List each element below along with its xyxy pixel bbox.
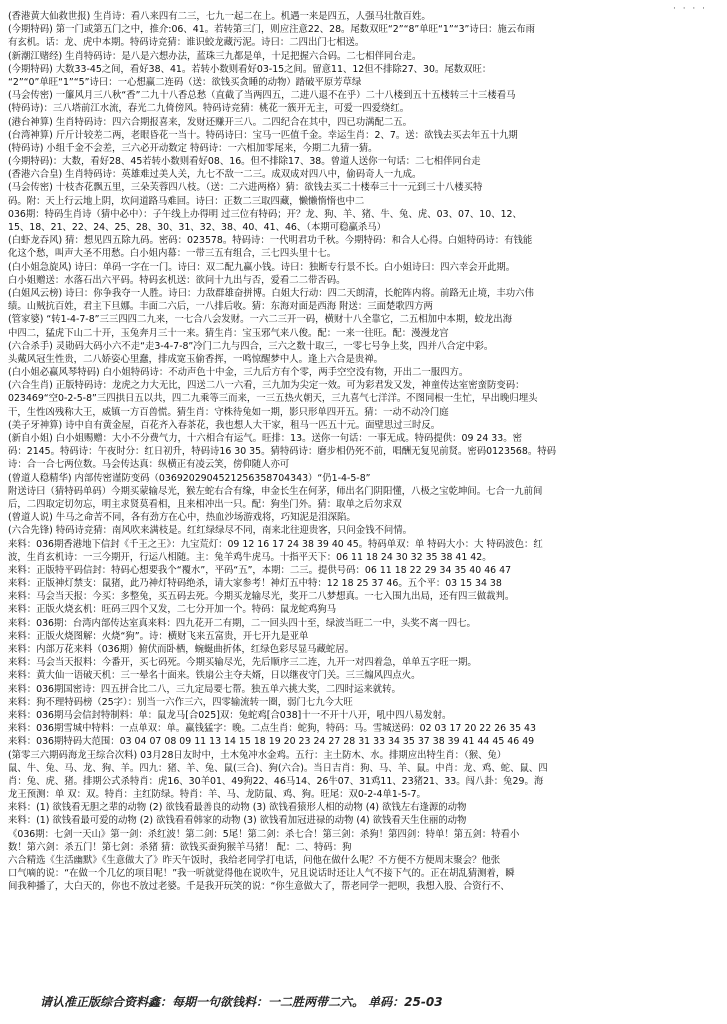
text-line: (香港黄大仙救世报) 生肖诗：看八来四有二三，七九一起二在上。机遇一来是四五，人强马壮散百姓。 — [8, 11, 431, 22]
text-line: (美子牙神算) 诗中自有黄金屋，百花齐入春茶花，我也想人大干家，租马一匹五十元。面壁思过三时反。 — [8, 419, 441, 431]
text-line: 头戴风冠生性贵，二八娇姿心里蠢，排成宽玉偷香挥，一鸣惊醒梦中人。逢上六合是贵禅。 — [8, 353, 384, 365]
text-line: (新自小姐) 白小姐赐赠：大小不分费气力，十六相合有运气。旺排：13。送你一句话：一事无成。特码提供：09 24 33。密 — [8, 433, 522, 444]
text-line: 036期：特码生肖诗（猜中必中）：子午线上办得明 过三位有特码；开？龙、狗、羊、猪、牛、兔、虎、03、07、10、12、 — [8, 208, 522, 220]
text-line: (特码诗) 小组千金不会差，三六必开动数定 特码诗：一六相加零尾来，今期二九猜一猜。 — [8, 142, 378, 154]
text-line: (白小姐急旋风) 诗曰：单码一字在一门。诗曰：双二配九赢小钱。诗曰：独断专行景不长。白小姐诗曰：四六幸会开此期。 — [8, 261, 516, 273]
text-line: 鼠、牛、兔、马、龙、狗、羊。四九：猪、羊、兔、鼠(三合)、狗(六合)。当日吉肖：狗、马、羊、鼠。中肖：龙、鸡、蛇、鼠、四 — [8, 762, 548, 774]
text-line: 来料：马会当天报：今买：多整兔，买五码去死。今期买龙输尽光，奖开二八梦想真。一七入围九出局，还有四三做裁判。 — [8, 591, 515, 603]
text-line: 数！第六剑：杀五门！第七剑：杀猪 猜：欲钱买蚕狗猴羊马猪！ 配：二、特码：狗 — [8, 841, 352, 853]
text-line: 023469“空0-2-5-8”三四拱日五以共，四二九乘等三而来，一三五热火朝天，三九喜气七洋洋。不图同根一生忙，早出晚归埋头 — [8, 393, 538, 405]
corner-dots: · · · · — [672, 4, 707, 14]
text-line: (管家婆) “转1-4-7-8”三三四四二九来，一七合八会发财。一六二三开一码，横财十八全靠它，二五相加中本期，蛟龙出海 — [8, 314, 513, 326]
text-line: 来料：036期国密诗：四五拼合比二八，三九定局要七帮。独五单六挑大奖，二四时运来就转。 — [8, 683, 401, 695]
text-line: 波，生肖玄机诗：一三今期开，行运八相随。主：兔羊鸡牛虎马。十指平天下：06 11 18 24 30 32 35 38 41 42。 — [8, 551, 492, 563]
text-line: 来料：正版特平码信封：特码心想要我个“覆水”，平码“五”，本期：二三。提供号码：06 11 18 22 29 34 35 40 46 47 — [8, 564, 512, 576]
text-line: 来料：(1) 欲钱看无胆之辈的动物 (2) 欲钱看最善良的动物 (3) 欲钱看猿形人相的动物 (4) 欲钱左右逢源的动物 — [8, 802, 467, 814]
text-line: 六合精选《生活幽默》《生意做大了》昨天午饭时，我给老同学打电话，问他在做什么呢？不方便不方便周末聚会？他张 — [8, 855, 501, 866]
text-line: 来料：036期香港地下信封《千王之王》：九宝荒灯：09 12 16 17 24 38 39 40 45。特码单双：单 特码大小：大 特码波色：红 — [8, 538, 543, 550]
text-line: 龙王预测：单 双：双。特肖：主红防绿。特肖：羊、马、龙防鼠、鸡、狗。旺尾：双0-2-4单1-5-7。 — [8, 789, 426, 801]
text-line: 来料：正版火烧图解：火烧“狗”。诗：横财飞来五富贵，开七开九是亚单 — [8, 630, 309, 642]
text-line: (今期特码) 第一门或第五门之中，推介:06、41。若转第三门，则应注意22、28。尾数双旺“2”“8”单旺“1”“3”诗曰：施云布雨 — [8, 24, 536, 36]
text-line: 后，二四取定切勿忘，明主求贤莫看相，且来相冲出一只。配：狗坐门外。猜：取单之后勿求双 — [8, 498, 402, 510]
text-line: (六合生肖) 正版特码诗：龙虎之力大无比，四送二八一六看，三九加为尖定一效。可为彩君发又发，神童传达室密蛮防变码： — [8, 380, 525, 392]
text-line: (香港六合皇) 生肖特码诗：英雄难过美人关，九七不敌一二三。成双成对四八中，偷码奇人一九成。 — [8, 169, 422, 181]
text-line: (马会传密) 十枝杏花飘五里，三朵芙蓉四八枝。（送：二六进两格）猜：欲钱去买二十楼奉三十一元到三十八楼买特 — [8, 182, 483, 194]
text-line: (六合杀手) 灵勋码大码小六不走“走3-4-7-8”冷门二九与四合，三六之数十取三，一零七号争上奖，四并八合定中彩。 — [8, 340, 494, 352]
text-line: (第零三六期码海龙王综合次料) 03月28日友时中，土木兔冲水金鸡。五行：主土防木、水。排期应出特生肖：（猴、兔） — [8, 749, 507, 761]
text-line: “2”“0”单旺“1”“5”诗曰：一心想赢二连码（送：欲钱买贪睡的动物）踏破平原芳草绿 — [8, 76, 362, 88]
text-line: 15、18、21、22、24、25、28、30、31、32、38、40、41、46、（本期可稳赢杀马） — [8, 222, 386, 233]
text-line: 来料：马会当天报料：今番开，买七码死。今期买输尽光，先后顺序三二连，九开一对四着急，单单五字旺一期。 — [8, 657, 477, 669]
text-line: (曾道人稳精华) 内部传密谨防变码（0369202904521256358704343）“仍1-4-5-8” — [8, 472, 371, 484]
text-line: 干，生性凶残称大王，威镇一方百兽慌。猜生肖：守株待兔如一期，影只形单四开五。猜：一动不动冷门庭 — [8, 406, 449, 418]
text-line: 间我种播了，大白天的，你也不放过老婆。千是我开玩笑的说：“你生意做大了，帮老同学一把呗，我想入股、合资行不、 — [8, 881, 510, 893]
text-line: 来料：036期特码大范围：03 04 07 08 09 11 13 14 15 18 19 20 23 24 27 28 31 33 34 35 37 38 39 41 44 45 46 49 — [8, 736, 535, 748]
text-line: (白虾龙吞风) 猜：想见四五除九码。密码：023578。特码诗：一代明君功千秋。今期特码：和合人心得。白姐特码诗：有钱能 — [8, 235, 533, 247]
text-line: 来料：内部万花来料（036期）俯伏而卧栖，蜿蜒曲折体，红绿色彩尽显马藏蛇居。 — [8, 644, 355, 655]
text-line: 来料：036期：台湾内部传达室真来料：四九花开二有期，二一回头四十至，绿波当旺二一中，头奖不离一四七。 — [8, 617, 476, 629]
text-line: (六合先锋) 特码诗竞猜：南风吹来满枝是。红红绿绿尽不同，南来北往迎贵客，只问金钱不问情。 — [8, 525, 413, 537]
text-line: 肖：兔、虎、猪。排期公式杀特肖：虎16、30羊01、49狗22、46马14、26牛07、31鸡11、23猪21、33。闯八卦：兔29。海 — [8, 775, 544, 787]
text-line: (台湾神算) 斤斤计较差二两，老眼昏花一当十。特码诗曰：宝马一匹值千金。幸运生肖：2、7。送：欲钱去买去年五十九期 — [8, 129, 518, 141]
text-line: 有玄机。话：龙、虎中本期。特码诗竞猜：谁识蛟龙藏污泥。诗曰：二四出门七相送。 — [8, 37, 365, 49]
text-line: 白小姐赠送：水落石出六平码。特码玄机送：欲问十九出与否，爱看二二带否码。 — [8, 274, 346, 286]
text-line: (白姐风云榜) 诗曰：你争我夺一人胜。诗曰：力敌群雄奋拼博。白姐大行动：四二天朗清，长舵阵内将。前路无止境，丰功六伟 — [8, 287, 534, 299]
text-line: 来料：(1) 欲钱看最可爱的动物 (2) 欲钱看看韩家的动物 (3) 欲钱看加冠进禄的动物 (4) 欲钱看天生住丽的动物 — [8, 815, 467, 827]
text-line: 来料：黄大仙一语破天机：三一晕名十面来。铁扇公主夺夫婿，日以继夜守门关。三三煽风四点火。 — [8, 670, 421, 682]
document-body — [8, 10, 720, 894]
text-line: 诗：合一合七两位数。马会传达真：纵横正有凌云笑，傍仰随人亦可 — [8, 459, 290, 471]
text-line: 绩。山贼抗百姓，君主下旦娜。丰面二六后，一八排后收。猜：东海对面是西海 附送：三面楚歌四方两 — [8, 301, 433, 313]
text-line: 附送诗曰（猜特码单码）今期买蒙输尽光，猴左蛇右合有缘，申金长生在何茅，师出名门阴阳懂，八极之宝乾坤间。七合一九前间 — [8, 485, 543, 497]
text-line: (港台神算) 生肖特码诗：四六合期报喜来，发财还赚开三八。二四纪合在其中，四已功满配二五。 — [8, 116, 413, 128]
text-line: 码：2145。特码诗：午夜时分：红日初升，特码诗16 30 35。猜特码诗：磨步相仍死不前，唱酬无复见前贤。密码0123568。特码 — [8, 446, 556, 458]
text-line: 来料：狗不理特码榜（25字）：别当一六作三六，四零输流转一圈，弱门七九今大旺 — [8, 696, 353, 708]
text-line: (马会传密) 一簾风月三八秋“香”二九十八香总愁（直截了当两四五，二进八退不在乎）二十八楼到五十五楼转三十三楼看马 — [8, 90, 516, 102]
footer-banner: 请认准正版综合资料鑫：每期一句欲钱料：一二胜两带二六。 单码：25-03 — [40, 995, 443, 1009]
text-line: 来料：正版神灯禁支：鼠猪，此乃神灯特码绝杀，请大家参考！神灯五中特：12 18 25 37 46。五个平：03 15 34 38 — [8, 578, 502, 590]
text-line: (今期特码) 大数33-45之间，看好38、41。若转小数则看好03-15之间。留意11、12但不排除27、30。尾数双旺： — [8, 63, 492, 75]
text-line: (新潮江赌经) 生肖特码诗：是八是六想办法，蓝珠三九都是单，十足把握六合码。二七相伴同台走。 — [8, 50, 422, 62]
text-line: 码。附：天上行云地上阴，坎问道路马难回。诗曰：正数二三取四藏，懒懒惰惰也中二 — [8, 195, 365, 207]
text-line: 化这个愁，叫声大圣不用愁。白小姐内幕：一带三五有组合，三七四头里十七。 — [8, 248, 337, 260]
text-line: 来料：036期雪城中特料：一点单双：单。赢钱猛字：晚。二点生肖：蛇狗，特码：马。雪城送码：02 03 17 20 22 26 35 43 — [8, 723, 536, 735]
text-line: 来料：正版火烧玄机：旺码三四个又发，二七分开加一个。特码：鼠龙蛇鸡狗马 — [8, 604, 337, 616]
text-line: (今期特码)：大数，看好28、45若转小数则看好08、16。但不排除17、38。曾道人送你一句话：二七相伴同台走 — [8, 156, 481, 168]
text-line: (白小姐必赢风琴特码) 白小姐特码诗：不动声色十中金，三九后方有个零，两手空空没有物，开出二一服四方。 — [8, 367, 469, 379]
text-line: 《036期：七剑一天山》第一剑：杀红波！第二剑：5尾！第二剑：杀七合！第三剑：杀狗！第四剑：特单！第五剑：特看小 — [8, 828, 520, 840]
text-line: (曾道人说) 牛马之命苦不同，各有劲方在心中，热血沙场游戏将，巧知泥是泪深陷。 — [8, 512, 356, 524]
text-line: 中四二，猛虎下山二十开，玉兔奔月三十一来。猜生肖：宝玉邪气来八俊。配：一来一往旺。配：漫漫龙宫 — [8, 327, 449, 339]
text-line: (特码诗)：三八塔前江水流，春光二九倚傍风。特码诗竞猜：桃花一簇开无主，可爱一四爱绕红。 — [8, 103, 410, 115]
text-line: 口气嘀的说：“在做一个几亿的项目呢！”我一听就觉得他在说吹牛，兄且说话时还让人气不接下气的。正在胡乱猜测着，瞬 — [8, 868, 515, 880]
text-line: 来料：036期马会信封特制料：单：鼠龙马[合025]双：兔蛇鸡[合038]十一不开十八开，吼中四八易发射。 — [8, 709, 452, 721]
